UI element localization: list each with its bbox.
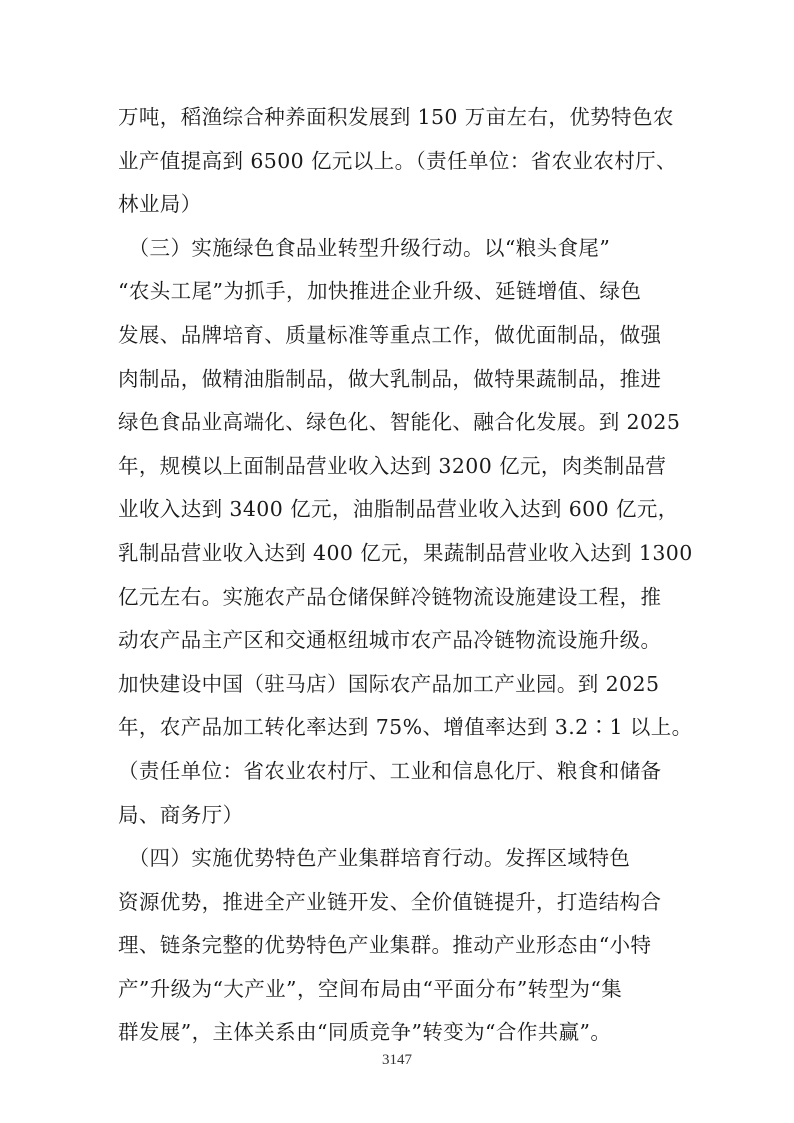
text-line: 肉制品，做精油脂制品，做大乳制品，做特果蔬制品，推进 xyxy=(118,366,662,391)
text-line: 年，规模以上面制品营业收入达到 3200 亿元，肉类制品营 xyxy=(118,453,667,478)
text-line: “农头工尾”为抓手，加快推进企业升级、延链增值、绿色 xyxy=(118,279,642,304)
text-line: 万吨，稻渔综合种养面积发展到 150 万亩左右，优势特色农 xyxy=(118,105,674,129)
text-line: 绿色食品业高端化、绿色化、智能化、融合化发展。到 2025 xyxy=(118,410,681,435)
text-line: 业收入达到 3400 亿元，油脂制品营业收入达到 600 亿元， xyxy=(118,497,679,522)
section-heading-line: （三）实施绿色食品业转型升级行动。以“粮头食尾” xyxy=(118,235,611,260)
text-line: 群发展”，主体关系由“同质竞争”转变为“合作共赢”。 xyxy=(118,1020,612,1045)
page-number: 3147 xyxy=(382,1052,412,1068)
text-line: 产”升级为“大产业”，空间布局由“平面分布”转型为“集 xyxy=(118,976,623,1001)
text-line: 亿元左右。实施农产品仓储保鲜冷链物流设施建设工程，推 xyxy=(118,584,662,609)
text-line: 业产值提高到 6500 亿元以上。（责任单位：省农业农村厅、 xyxy=(118,148,677,173)
text-line: 动农产品主产区和交通枢纽城市农产品冷链物流设施升级。 xyxy=(118,628,662,653)
text-line: 资源优势，推进全产业链开发、全价值链提升，打造结构合 xyxy=(118,889,662,914)
text-line: 林业局） xyxy=(118,192,202,217)
text-line: 发展、品牌培育、质量标准等重点工作，做优面制品，做强 xyxy=(118,322,662,347)
text-line: 年，农产品加工转化率达到 75%、增值率达到 3.2∶1 以上。 xyxy=(118,715,693,740)
section-heading-line: （四）实施优势特色产业集群培育行动。发挥区域特色 xyxy=(118,846,631,871)
text-line: 加快建设中国（驻马店）国际农产品加工产业园。到 2025 xyxy=(118,671,660,696)
text-line: （责任单位：省农业农村厅、工业和信息化厅、粮食和储备 xyxy=(118,758,662,783)
text-line: 理、链条完整的优势特色产业集群。推动产业形态由“小特 xyxy=(118,933,652,958)
text-line: 乳制品营业收入达到 400 亿元，果蔬制品营业收入达到 1300 xyxy=(118,540,693,565)
document-body xyxy=(118,96,693,1055)
text-line: 局、商务厅） xyxy=(118,802,244,827)
